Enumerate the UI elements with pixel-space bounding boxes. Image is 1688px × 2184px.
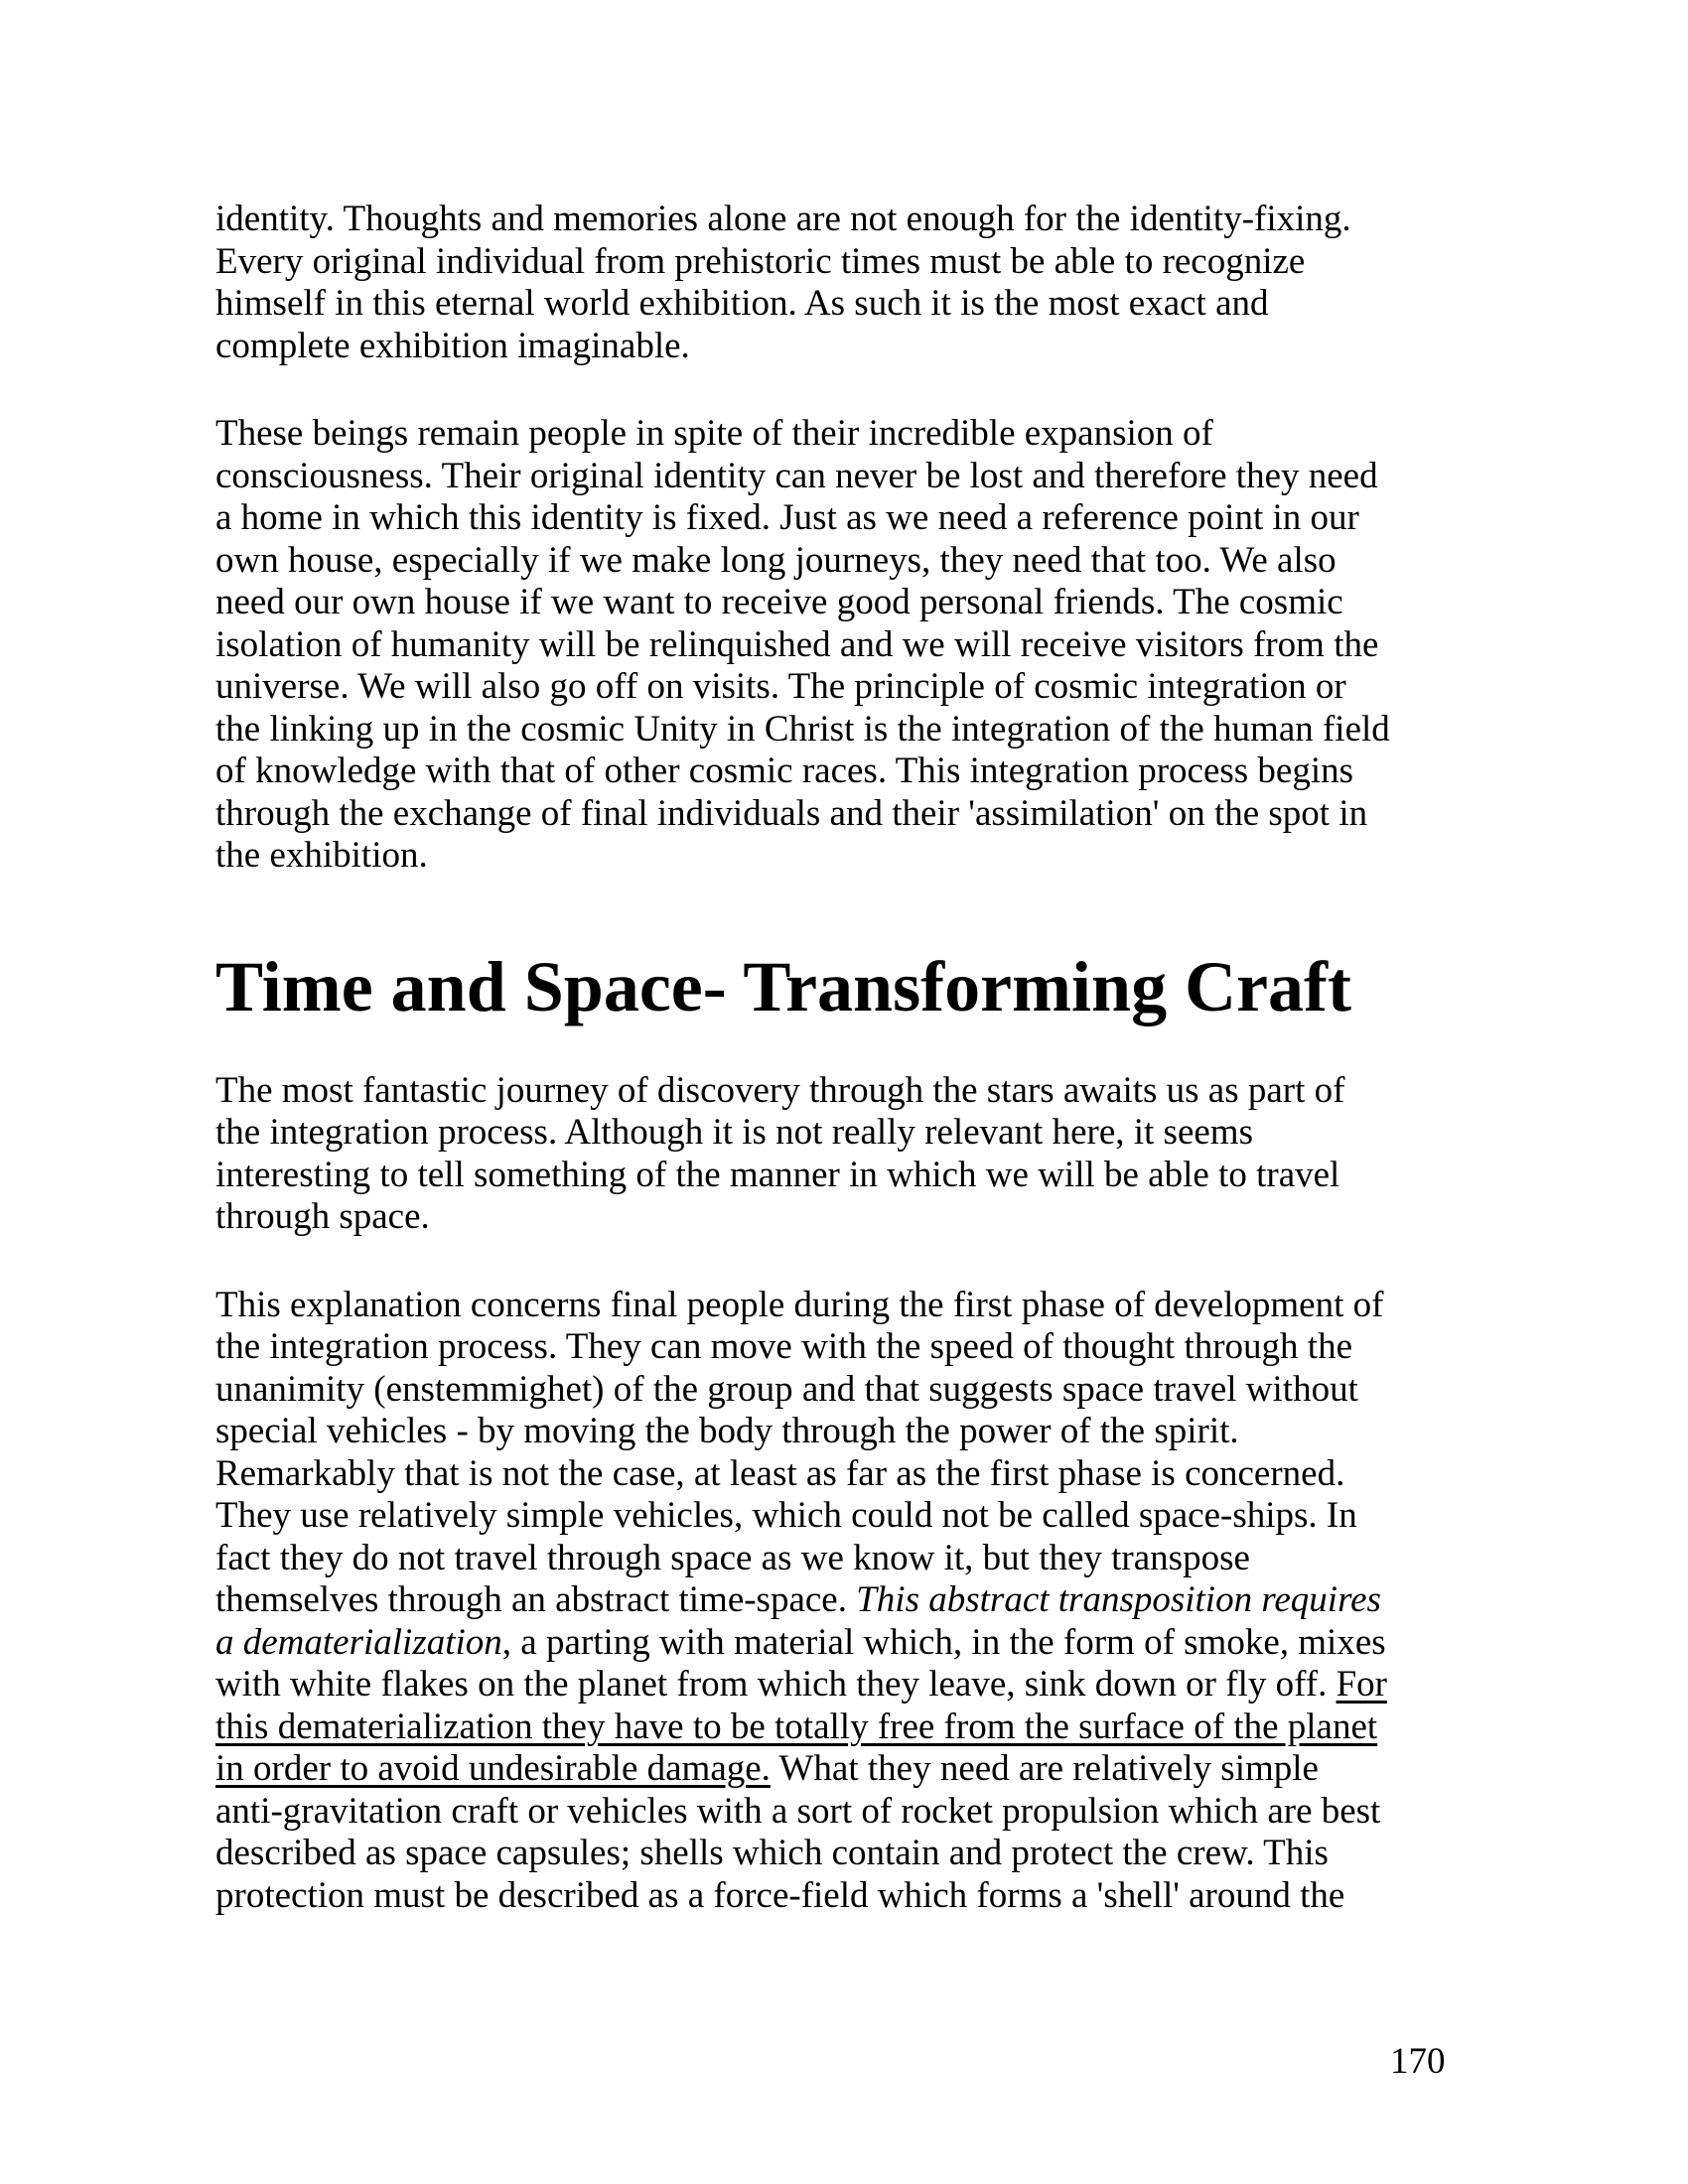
text-line: [215, 751, 1526, 793]
text-line: [215, 1622, 1526, 1665]
text-line: [215, 413, 1526, 456]
text-line: [215, 709, 1526, 751]
text-segment: What they need are relatively simple: [770, 1748, 1319, 1789]
paragraph: [215, 1070, 1526, 1239]
text-segment: in order to avoid undesirable damage.: [215, 1748, 771, 1789]
text-segment: protection must be described as a force-field which forms a 'shell' around the: [215, 1874, 1345, 1916]
text-line: [215, 1579, 1526, 1622]
text-line: [215, 1155, 1526, 1197]
text-segment: These beings remain people in spite of their incredible expansion of: [215, 413, 1213, 454]
text-segment: the integration process. Although it is not really relevant here, it seems: [215, 1112, 1253, 1153]
text-segment: Remarkably that is not the case, at least as far as the first phase is concerned.: [215, 1452, 1345, 1494]
text-segment: special vehicles - by moving the body through the power of the spirit.: [215, 1411, 1239, 1451]
text-line: [215, 1285, 1526, 1327]
text-segment: consciousness. Their original identity can never be lost and therefore they need: [215, 455, 1378, 496]
text-segment: This abstract transposition requires: [856, 1579, 1381, 1620]
text-segment: with white flakes on the planet from which they leave, sink down or fly off.: [215, 1664, 1336, 1705]
text-line: [215, 1112, 1526, 1155]
text-segment: through space.: [215, 1196, 430, 1237]
text-segment: For: [1336, 1664, 1387, 1705]
text-line: [215, 666, 1526, 709]
text-segment: the linking up in the cosmic Unity in Christ is the integration of the human field: [215, 708, 1390, 750]
text-segment: interesting to tell something of the manner in which we will be able to travel: [215, 1154, 1340, 1195]
text-segment: unanimity (enstemmighet) of the group and that suggests space travel without: [215, 1368, 1358, 1410]
text-line: [215, 947, 1526, 1026]
text-segment: described as space capsules; shells which contain and protect the crew. This: [215, 1833, 1329, 1873]
section-heading: [215, 947, 1526, 1026]
page-number: 170: [1390, 2041, 1446, 2082]
text-line: [215, 1453, 1526, 1496]
text-line: [215, 1875, 1526, 1918]
text-segment: complete exhibition imaginable.: [215, 325, 690, 366]
text-segment: themselves through an abstract time-space.: [215, 1579, 857, 1620]
text-line: [215, 1369, 1526, 1412]
text-segment: isolation of humanity will be relinquished and we will receive visitors from the: [215, 623, 1379, 665]
text-segment: this dematerialization they have to be totally free from the surface of the planet: [215, 1706, 1378, 1747]
text-segment: need our own house if we want to receive good personal friends. The cosmic: [215, 582, 1343, 622]
text-line: [215, 1664, 1526, 1706]
text-line: [215, 1791, 1526, 1834]
text-line: [215, 793, 1526, 836]
text-segment: through the exchange of final individuals and their 'assimilation' on the spot in: [215, 792, 1368, 834]
text-line: [215, 1706, 1526, 1749]
text-segment: identity. Thoughts and memories alone are not enough for the identity-fixing.: [215, 199, 1351, 239]
text-segment: himself in this eternal world exhibition. As such it is the most exact and: [215, 283, 1269, 324]
text-line: [215, 1833, 1526, 1875]
text-segment: Time and Space- Transforming Craft: [215, 946, 1351, 1026]
text-segment: The most fantastic journey of discovery through the stars awaits us as part of: [215, 1069, 1345, 1111]
text-line: [215, 835, 1526, 878]
text-line: [215, 1748, 1526, 1791]
page-content: [215, 199, 1526, 1963]
text-segment: a home in which this identity is fixed. Just as we need a reference point in our: [215, 497, 1359, 538]
paragraph: [215, 199, 1526, 367]
text-line: [215, 1326, 1526, 1369]
text-segment: fact they do not travel through space as we know it, but they transpose: [215, 1537, 1250, 1578]
text-segment: own house, especially if we make long journeys, they need that too. We also: [215, 539, 1336, 581]
text-segment: universe. We will also go off on visits. The principle of cosmic integration or: [215, 666, 1346, 707]
text-line: [215, 1070, 1526, 1113]
paragraph: [215, 1285, 1526, 1918]
text-line: [215, 624, 1526, 667]
text-line: [215, 456, 1526, 498]
text-segment: a dematerialization: [215, 1621, 502, 1663]
text-segment: They use relatively simple vehicles, which could not be called space-ships. In: [215, 1495, 1357, 1536]
text-segment: the exhibition.: [215, 835, 428, 876]
text-segment: , a parting with material which, in the form of smoke, mixes: [501, 1621, 1386, 1663]
text-segment: anti-gravitation craft or vehicles with a sort of rocket propulsion which are best: [215, 1790, 1381, 1832]
text-line: [215, 582, 1526, 624]
text-segment: the integration process. They can move with the speed of thought through the: [215, 1326, 1353, 1367]
text-line: [215, 1538, 1526, 1580]
paragraph: [215, 413, 1526, 878]
text-segment: Every original individual from prehistoric times must be able to recognize: [215, 240, 1306, 282]
text-line: [215, 1411, 1526, 1453]
text-line: [215, 241, 1526, 284]
text-line: [215, 540, 1526, 583]
text-line: [215, 283, 1526, 326]
text-line: [215, 326, 1526, 368]
text-segment: of knowledge with that of other cosmic races. This integration process begins: [215, 751, 1354, 791]
text-segment: This explanation concerns final people during the first phase of development of: [215, 1284, 1384, 1325]
text-line: [215, 497, 1526, 540]
text-line: [215, 199, 1526, 241]
text-line: [215, 1196, 1526, 1239]
text-line: [215, 1495, 1526, 1538]
